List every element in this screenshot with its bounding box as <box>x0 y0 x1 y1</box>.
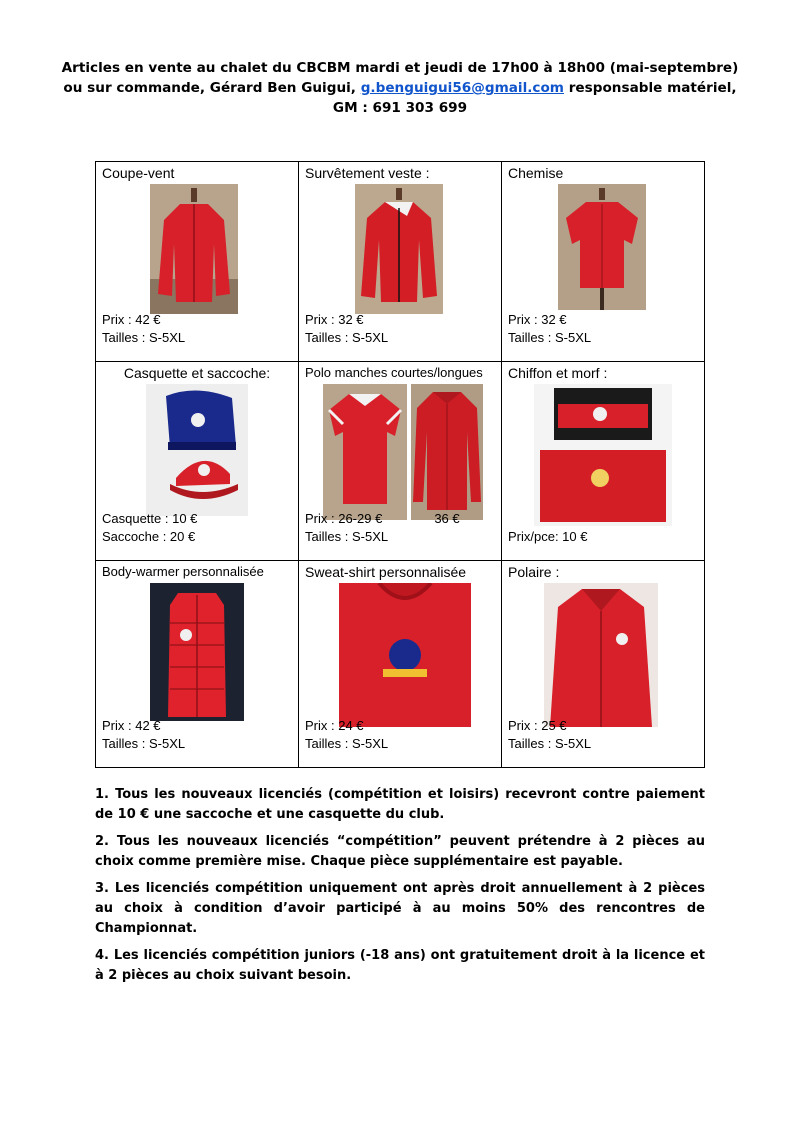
page-header <box>60 58 740 118</box>
product-cell-casquette <box>96 362 299 561</box>
product-title: Polaire : <box>508 564 560 580</box>
sizes: Tailles : S-5XL <box>305 736 389 751</box>
product-title: Sweat-shirt personnalisée <box>305 564 467 580</box>
header-contact: ou sur commande, Gérard Ben Guigui, <box>63 80 361 96</box>
price: Prix : 42 € <box>102 312 161 327</box>
product-info <box>508 528 588 546</box>
sizes: Tailles : S-5XL <box>508 736 592 751</box>
header-line-2 <box>60 78 740 98</box>
sizes: Tailles : S-5XL <box>102 330 186 345</box>
price: Prix : 32 € <box>508 312 567 327</box>
product-title: Polo manches courtes/longues <box>305 365 483 380</box>
product-info <box>508 717 591 753</box>
sweatshirt-photo <box>339 583 471 727</box>
cloth-photo <box>534 384 672 526</box>
fleece-photo <box>544 583 658 727</box>
product-title: Survêtement veste : <box>305 165 430 181</box>
product-cell-bodywarmer <box>96 561 299 768</box>
sizes: Tailles : S-5XL <box>305 330 389 345</box>
price: Prix : 42 € <box>102 718 161 733</box>
price-cap: Casquette : 10 € <box>102 511 198 526</box>
tracksuit-jacket-photo <box>355 184 443 314</box>
header-role: responsable matériel, <box>563 80 737 96</box>
product-cell-sweatshirt <box>299 561 502 768</box>
polo-short-photo <box>323 384 407 520</box>
price: Prix : 32 € <box>305 312 364 327</box>
products-table <box>95 161 705 768</box>
price: Prix : 24 € <box>305 718 364 733</box>
product-info <box>102 717 185 753</box>
product-cell-survetement <box>299 162 502 362</box>
rules-list <box>95 785 705 993</box>
polo-long-photo <box>411 384 483 520</box>
shirt-photo <box>558 184 646 310</box>
sizes: Tailles : S-5XL <box>102 736 186 751</box>
product-cell-coupe-vent <box>96 162 299 362</box>
product-info <box>102 510 197 546</box>
header-line-1: Articles en vente au chalet du CBCBM mardi et jeudi de 17h00 à 18h00 (mai-septembre) <box>61 60 739 76</box>
product-title: Casquette et saccoche: <box>123 365 271 381</box>
product-cell-polo <box>299 362 502 561</box>
product-title: Chemise <box>508 165 564 181</box>
price: Prix/pce: 10 € <box>508 529 588 544</box>
price-bag: Saccoche : 20 € <box>102 529 196 544</box>
product-cell-polaire <box>502 561 705 768</box>
rule-4: 4. Les licenciés compétition juniors (-18 ans) ont gratuitement droit à la licence et à 2 pièces au choix suivant besoin. <box>95 948 705 983</box>
bodywarmer-photo <box>150 583 244 721</box>
product-info <box>305 717 388 753</box>
windbreaker-photo <box>150 184 238 314</box>
product-info <box>305 510 460 546</box>
product-title: Coupe-vent <box>102 165 175 181</box>
email-link[interactable]: g.benguigui56@gmail.com <box>360 80 564 96</box>
sizes: Tailles : S-5XL <box>305 529 389 544</box>
product-title: Chiffon et morf : <box>508 365 608 381</box>
rule-3: 3. Les licenciés compétition uniquement ont après droit annuellement à 2 pièces au choix à condition d’avoir participé à au moins 50% des rencontres de Championnat. <box>95 881 705 936</box>
price: Prix : 26-29 € 36 € <box>305 511 460 526</box>
product-info <box>508 311 591 347</box>
product-cell-chiffon <box>502 362 705 561</box>
product-info <box>102 311 185 347</box>
price-long-sleeve: 36 € <box>434 511 460 526</box>
product-info <box>305 311 388 347</box>
product-title: Body-warmer personnalisée <box>102 564 264 579</box>
cap-and-bag-photo <box>146 384 248 516</box>
price: Prix : 25 € <box>508 718 567 733</box>
product-cell-chemise <box>502 162 705 362</box>
header-line-3: GM : 691 303 699 <box>332 100 468 116</box>
rule-1: 1. Tous les nouveaux licenciés (compétition et loisirs) recevront contre paiement de 10 € une saccoche et une casquette du club. <box>95 787 705 822</box>
sizes: Tailles : S-5XL <box>508 330 592 345</box>
rule-2: 2. Tous les nouveaux licenciés “compétition” peuvent prétendre à 2 pièces au choix comme première mise. Chaque pièce supplémentaire est payable. <box>95 834 705 869</box>
